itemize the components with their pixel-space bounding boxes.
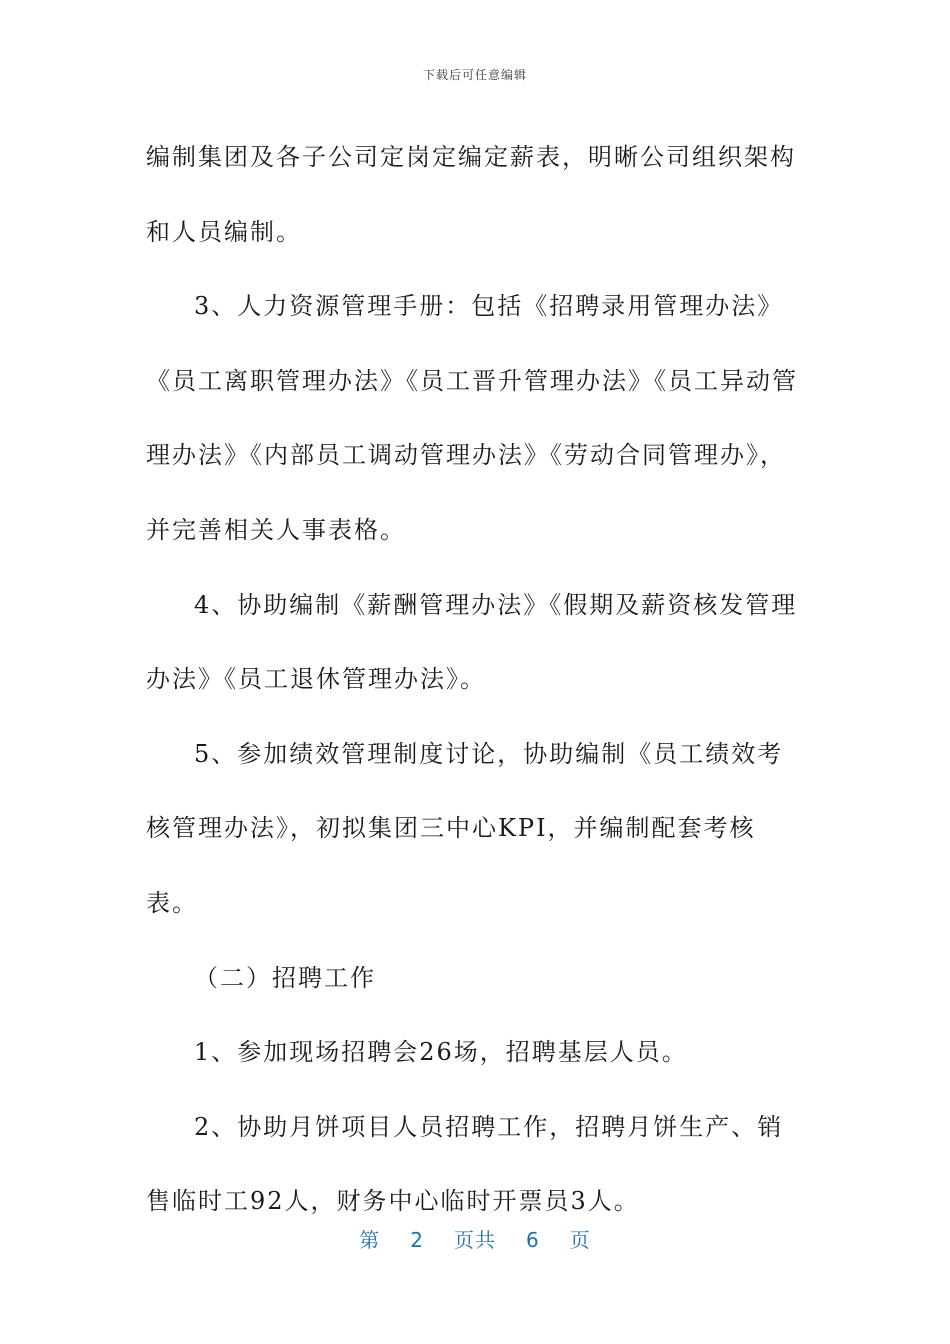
header-note: 下载后可任意编辑 bbox=[422, 68, 527, 82]
footer-middle: 页共 bbox=[454, 1228, 496, 1252]
footer-suffix: 页 bbox=[569, 1228, 591, 1252]
paragraph-compensation: 4、协助编制《薪酬管理办法》《假期及薪资核发管理办法》《员工退休管理办法》。 bbox=[146, 590, 798, 694]
total-page-number: 6 bbox=[526, 1228, 540, 1252]
page-footer bbox=[0, 1224, 950, 1253]
paragraph-hr-handbook: 3、人力资源管理手册：包括《招聘录用管理办法》《员工离职管理办法》《员工晋升管理办法》《员工异动管理办法》《内部员工调动管理办法》《劳动合同管理办》，并完善相关人事表格。 bbox=[146, 292, 798, 544]
paragraph-performance: 5、参加绩效管理制度讨论，协助编制《员工绩效考核管理办法》，初拟集团三中心KPI，并编制配套考核表。 bbox=[146, 739, 784, 917]
document-body bbox=[146, 120, 806, 1239]
paragraph-job-fairs: 1、参加现场招聘会26场，招聘基层人员。 bbox=[194, 1038, 688, 1067]
paragraph-staffing: 编制集团及各子公司定岗定编定薪表，明晰公司组织架构和人员编制。 bbox=[146, 143, 796, 246]
section-heading-recruitment: （二）招聘工作 bbox=[194, 963, 376, 992]
footer-prefix: 第 bbox=[359, 1228, 381, 1252]
paragraph-mooncake-recruitment: 2、协助月饼项目人员招聘工作，招聘月饼生产、销售临时工92人，财务中心临时开票员3人。 bbox=[146, 1112, 784, 1216]
current-page-number: 2 bbox=[410, 1228, 424, 1252]
